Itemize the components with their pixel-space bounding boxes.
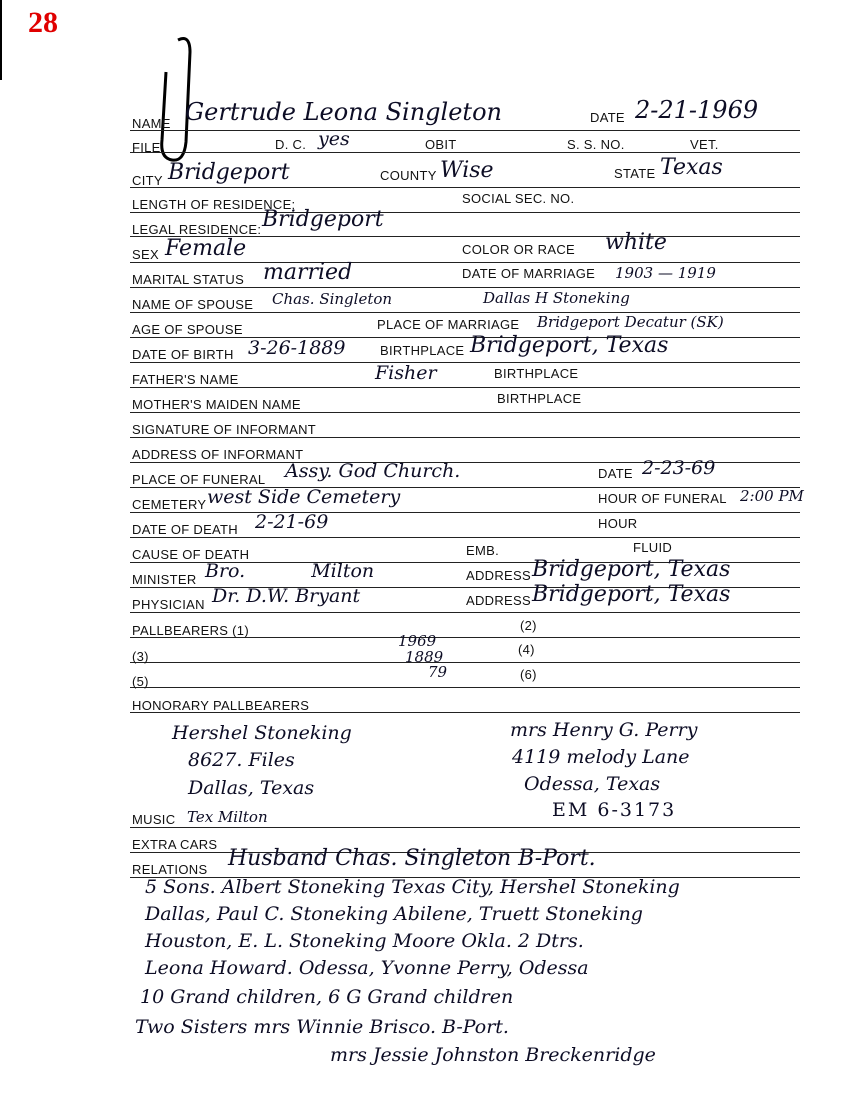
rule-file	[130, 152, 800, 153]
rule-father	[130, 387, 800, 388]
value-cemetery: west Side Cemetery	[207, 486, 401, 508]
label-date: DATE	[590, 110, 625, 125]
value-spouse-name-2: Dallas H Stoneking	[483, 289, 630, 307]
label-name: NAME	[132, 116, 171, 131]
label-mother-birthplace: BIRTHPLACE	[497, 391, 582, 406]
label-informant-addr: ADDRESS OF INFORMANT	[132, 447, 304, 462]
label-spouse-age: AGE OF SPOUSE	[132, 322, 243, 337]
value-spouse-name: Chas. Singleton	[272, 290, 393, 308]
rule-physician	[130, 612, 800, 613]
rule-pall5	[130, 687, 800, 688]
label-cause: CAUSE OF DEATH	[132, 547, 250, 562]
margin-calc-2: 1889	[405, 648, 444, 666]
label-extra-cars: EXTRA CARS	[132, 837, 218, 852]
value-birthplace: Bridgeport, Texas	[470, 333, 669, 358]
value-father: Fisher	[375, 362, 437, 384]
value-funeral-date: 2-23-69	[642, 457, 716, 479]
rule-mother	[130, 412, 800, 413]
margin-calc-3: 79	[428, 663, 448, 681]
relations-line-2: 5 Sons. Albert Stoneking Texas City, Hershel Stoneking	[145, 876, 680, 898]
margin-calc-1: 1969	[398, 632, 437, 650]
label-funeral-hour: HOUR OF FUNERAL	[598, 491, 727, 506]
value-date-marriage: 1903 — 1919	[615, 264, 716, 282]
honorary-left-1: Hershel Stoneking	[172, 722, 352, 744]
honorary-right-4: EM 6-3173	[552, 799, 677, 821]
value-city: Bridgeport	[168, 160, 290, 185]
label-music: MUSIC	[132, 812, 176, 827]
value-state: Texas	[660, 155, 723, 180]
label-ssno: S. S. NO.	[567, 137, 625, 152]
page-number: 28	[28, 6, 58, 39]
label-pall6: (6)	[520, 667, 537, 682]
relations-line-1: Husband Chas. Singleton B-Port.	[228, 846, 596, 871]
honorary-right-3: Odessa, Texas	[524, 773, 661, 795]
relations-line-5: Leona Howard. Odessa, Yvonne Perry, Odessa	[145, 957, 589, 979]
label-emb: EMB.	[466, 543, 499, 558]
rule-marital	[130, 287, 800, 288]
label-dc: D. C.	[275, 137, 307, 152]
relations-line-4: Houston, E. L. Stoneking Moore Okla. 2 Dtrs.	[145, 930, 584, 952]
label-legal-res: LEGAL RESIDENCE:	[132, 222, 262, 237]
label-death-date: DATE OF DEATH	[132, 522, 238, 537]
label-father-birthplace: BIRTHPLACE	[494, 366, 579, 381]
label-pall3: (3)	[132, 649, 149, 664]
label-funeral-date: DATE	[598, 466, 633, 481]
page-edge-mark	[0, 0, 2, 80]
value-funeral-hour: 2:00 PM	[740, 487, 804, 505]
label-social-sec: SOCIAL SEC. NO.	[462, 191, 575, 206]
rule-cemetery	[130, 512, 800, 513]
value-sex: Female	[165, 236, 247, 261]
label-signature: SIGNATURE OF INFORMANT	[132, 422, 317, 437]
relations-line-6: 10 Grand children, 6 G Grand children	[140, 986, 514, 1008]
value-death-date: 2-21-69	[255, 511, 329, 533]
label-file: FILE	[132, 140, 161, 155]
label-minister: MINISTER	[132, 572, 197, 587]
honorary-left-2: 8627. Files	[188, 749, 295, 771]
label-honorary: HONORARY PALLBEARERS	[132, 698, 310, 713]
label-pall5: (5)	[132, 674, 149, 689]
label-birthplace: BIRTHPLACE	[380, 343, 465, 358]
value-music: Tex Milton	[187, 808, 268, 826]
label-pall2: (2)	[520, 618, 537, 633]
honorary-right-2: 4119 melody Lane	[512, 746, 690, 768]
value-minister-address: Bridgeport, Texas	[532, 557, 731, 582]
label-hour: HOUR	[598, 516, 638, 531]
label-father: FATHER'S NAME	[132, 372, 239, 387]
label-place-marriage: PLACE OF MARRIAGE	[377, 317, 520, 332]
label-dob: DATE OF BIRTH	[132, 347, 234, 362]
value-place-marriage: Bridgeport Decatur (SK)	[537, 313, 724, 331]
value-color-race: white	[605, 230, 667, 255]
label-pall4: (4)	[518, 642, 535, 657]
label-fluid: FLUID	[633, 540, 673, 555]
value-physician: Dr. D.W. Bryant	[212, 585, 361, 607]
rule-dob	[130, 362, 800, 363]
label-state: STATE	[614, 166, 656, 181]
label-spouse-name: NAME OF SPOUSE	[132, 297, 254, 312]
rule-pall3	[130, 662, 800, 663]
rule-death	[130, 537, 800, 538]
label-mother: MOTHER'S MAIDEN NAME	[132, 397, 301, 412]
value-legal-res: Bridgeport	[262, 207, 384, 232]
rule-sex	[130, 262, 800, 263]
value-funeral-place: Assy. God Church.	[285, 460, 461, 482]
value-date: 2-21-1969	[635, 96, 759, 124]
label-marital: MARITAL STATUS	[132, 272, 245, 287]
rule-spouse-age	[130, 337, 800, 338]
rule-city	[130, 187, 800, 188]
label-relations: RELATIONS	[132, 862, 208, 877]
rule-signature	[130, 437, 800, 438]
value-marital: married	[263, 260, 353, 285]
value-name: Gertrude Leona Singleton	[185, 98, 502, 126]
label-vet: VET.	[690, 137, 719, 152]
relations-line-8: mrs Jessie Johnston Breckenridge	[330, 1044, 656, 1066]
label-county: COUNTY	[380, 168, 437, 183]
label-length-res: LENGTH OF RESIDENCE:	[132, 197, 296, 212]
label-pall1: PALLBEARERS (1)	[132, 623, 249, 638]
value-minister: Bro. Milton	[205, 560, 375, 582]
label-color-race: COLOR OR RACE	[462, 242, 575, 257]
rule-music	[130, 827, 800, 828]
label-sex: SEX	[132, 247, 159, 262]
value-physician-address: Bridgeport, Texas	[532, 582, 731, 607]
label-physician-address: ADDRESS	[466, 593, 531, 608]
label-city: CITY	[132, 173, 163, 188]
value-dob: 3-26-1889	[248, 337, 346, 359]
rule-length	[130, 212, 800, 213]
relations-line-3: Dallas, Paul C. Stoneking Abilene, Truett Stoneking	[145, 903, 643, 925]
honorary-right-1: mrs Henry G. Perry	[510, 719, 698, 741]
label-minister-address: ADDRESS	[466, 568, 531, 583]
label-physician: PHYSICIAN	[132, 597, 205, 612]
rule-name	[130, 130, 800, 131]
value-county: Wise	[440, 158, 494, 183]
label-obit: OBIT	[425, 137, 457, 152]
relations-line-7: Two Sisters mrs Winnie Brisco. B-Port.	[135, 1016, 509, 1038]
label-date-marriage: DATE OF MARRIAGE	[462, 266, 596, 281]
label-cemetery: CEMETERY	[132, 497, 207, 512]
label-funeral-place: PLACE OF FUNERAL	[132, 472, 266, 487]
value-dc: yes	[318, 128, 350, 150]
honorary-left-3: Dallas, Texas	[188, 777, 315, 799]
